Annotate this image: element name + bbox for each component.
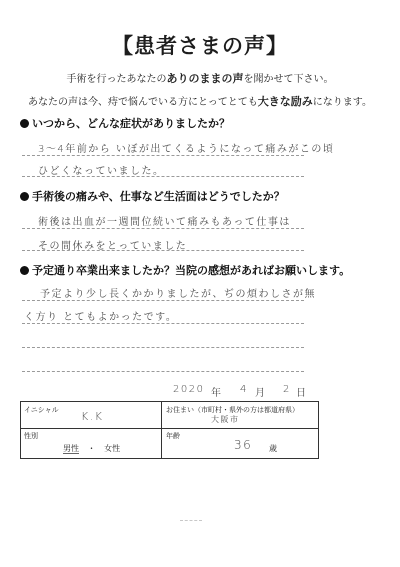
page-title: 【患者さまの声】 (112, 34, 288, 58)
gender-male: 男性 (63, 444, 79, 453)
answer-rule (22, 228, 304, 229)
date-day: 2 (283, 384, 291, 395)
age-unit: 歳 (269, 444, 277, 453)
answer-text: 予定より少し長くかかりましたが、ぢの煩わしさが無 (40, 289, 316, 300)
age-value: 36 (234, 438, 253, 452)
answer-rule (22, 300, 304, 301)
residence-label: お住まい（市町村・県外の方は都道府県） (166, 406, 299, 414)
intro-text: あなたの声は今、痔で悩んでいる方にとってとても (27, 97, 258, 108)
intro-text: になります。 (312, 97, 372, 108)
scan-mark (180, 520, 202, 521)
intro-emphasis: ありのままの声 (166, 72, 244, 85)
date-year-label: 年 (211, 388, 221, 399)
answer-text: 3～4年前から いぼが出てくるようになって痛みがこの頃 (38, 144, 335, 155)
bullet-icon (20, 266, 29, 275)
date-month: 4 (240, 384, 248, 395)
bullet-icon (20, 192, 29, 201)
table-divider (21, 428, 318, 429)
answer-rule (22, 323, 304, 324)
answer-text: 術後は出血が一週間位続いて痛みもあって仕事は (38, 217, 291, 228)
bullet-icon (20, 119, 29, 128)
intro-text: を聞かせて下さい。 (243, 74, 334, 85)
question-3 (20, 262, 350, 278)
question-label: いつから、どんな症状がありましたか？ (32, 117, 230, 130)
date-day-label: 日 (296, 388, 306, 399)
gender-separator: ・ (87, 444, 96, 453)
question-label: 手術後の痛みや、仕事など生活面はどうでしたか？ (32, 190, 285, 203)
intro-line-2 (0, 93, 400, 109)
gender-options (63, 443, 120, 454)
answer-text: その間休みをとっていました (38, 241, 188, 252)
answer-text: ひどくなっていました。 (38, 166, 165, 177)
intro-emphasis: 大きな励み (257, 95, 313, 108)
date-year: 2020 (173, 384, 205, 395)
gender-female: 女性 (104, 444, 121, 453)
intro-line-1 (0, 70, 400, 86)
answer-rule (22, 371, 304, 372)
intro-text: 手術を行ったあなたの (66, 74, 167, 85)
question-2 (20, 188, 285, 204)
question-label: 予定通り卒業出来ましたか？当院の感想があればお願いします。 (32, 264, 351, 277)
residence-value: 大阪市 (211, 415, 240, 424)
age-label: 年齢 (166, 432, 180, 440)
question-1 (20, 115, 230, 131)
initials-value: K.K (81, 410, 104, 423)
table-divider (161, 402, 162, 458)
answer-rule (22, 155, 304, 156)
info-table (20, 401, 319, 459)
answer-rule (22, 347, 304, 348)
date-month-label: 月 (255, 388, 265, 399)
answer-text: く方り とてもよかったです。 (24, 312, 178, 323)
initials-label: イニシャル (24, 406, 59, 414)
gender-label: 性別 (24, 432, 38, 440)
